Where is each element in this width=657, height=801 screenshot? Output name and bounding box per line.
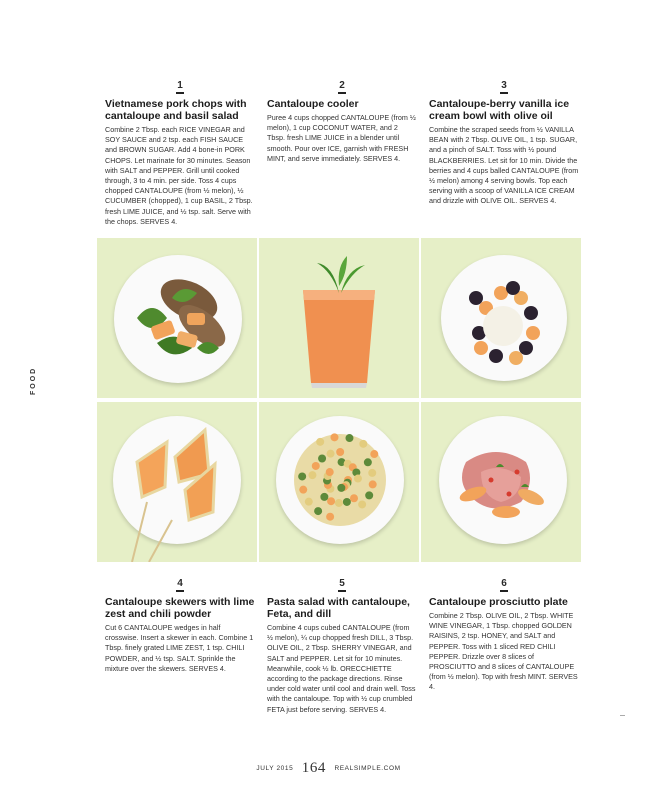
recipe-number: 5 xyxy=(339,578,345,589)
number-underline xyxy=(176,590,184,592)
number-underline xyxy=(500,92,508,94)
berry-bowl-illustration xyxy=(421,238,581,398)
pasta-illustration xyxy=(259,402,419,562)
number-underline xyxy=(176,92,184,94)
recipe-body: Combine 2 Tbsp. each RICE VINEGAR and SOY SAUCE and 2 tsp. each FISH SAUCE and BROWN SUGAR. Add 4 bone-in PORK CHOPS. Let marinate for 30 minutes. Season with SALT and PEPPER. Grill until cooked through, 3 to 4 min. per side. Toss 4 cups chopped CANTALOUPE (from ½ melon), ½ CUCUMBER (chopped), 1 cup BASIL, 2 Tbsp. fresh LIME JUICE, and ½ tsp. salt. Serve with the chops. SERVES 4. xyxy=(105,125,253,226)
photo-pork-chops xyxy=(97,238,257,398)
recipe-title: Vietnamese pork chops with cantaloupe and basil salad xyxy=(105,98,247,122)
recipe-title: Cantaloupe cooler xyxy=(267,98,359,110)
recipe-3 xyxy=(429,80,579,207)
recipe-number: 1 xyxy=(177,80,183,91)
cooler-illustration xyxy=(259,238,419,398)
recipe-4 xyxy=(105,578,255,674)
prosciutto-illustration xyxy=(421,402,581,562)
number-underline xyxy=(338,92,346,94)
skewers-illustration xyxy=(97,402,257,562)
recipe-1 xyxy=(105,80,255,227)
recipe-2 xyxy=(267,80,417,164)
recipe-body: Combine the scraped seeds from ½ VANILLA BEAN with 2 Tbsp. OLIVE OIL, 1 tsp. SUGAR, and a pinch of SALT. Toss with ½ pound BLACKBERRIES. Let sit for 10 min. Divide the berries and 4 cups balled CANTALOUPE (from ½ melon) among 4 serving bowls. Top each serving with a scoop of VANILLA ICE CREAM and drizzle with OLIVE OIL. SERVES 4. xyxy=(429,125,579,206)
recipe-title: Pasta salad with cantaloupe, Feta, and dill xyxy=(267,596,410,620)
section-label: FOOD xyxy=(30,366,37,395)
recipe-number: 3 xyxy=(501,80,507,91)
recipe-5 xyxy=(267,578,417,715)
recipe-body: Puree 4 cups chopped CANTALOUPE (from ½ melon), 1 cup COCONUT WATER, and 2 Tbsp. fresh LIME JUICE in a blender until smooth. Pour over ICE, garnish with FRESH MINT, and serve immediately. SERVES 4. xyxy=(267,113,416,163)
recipe-title: Cantaloupe-berry vanilla ice cream bowl with olive oil xyxy=(429,98,570,122)
recipe-number: 2 xyxy=(339,80,345,91)
photo-grid xyxy=(97,238,581,562)
recipe-number: 6 xyxy=(501,578,507,589)
recipe-body: Combine 4 cups cubed CANTALOUPE (from ½ melon), ¼ cup chopped fresh DILL, 3 Tbsp. OLIVE OIL, 2 Tbsp. SHERRY VINEGAR, and SALT and PEPPER. Let sit for 10 minutes. Meanwhile, cook ½ lb. ORECCHIETTE according to the package directions. Rinse under cold water until cool and drain well. Toss with the cantaloupe. Top with ½ cup crumbled FETA just before serving. SERVES 4. xyxy=(267,623,416,714)
page-number: 164 xyxy=(301,760,327,776)
number-underline xyxy=(338,590,346,592)
recipe-body: Cut 6 CANTALOUPE wedges in half crosswise. Insert a skewer in each. Combine 1 Tbsp. finely grated LIME ZEST, 1 tsp. CHILI POWDER, and ½ tsp. SALT. Sprinkle the mixture over the skewers. SERVES 4. xyxy=(105,623,254,673)
recipe-body: Combine 2 Tbsp. OLIVE OIL, 2 Tbsp. WHITE WINE VINEGAR, 1 Tbsp. chopped GOLDEN RAISINS, 2 tsp. HONEY, and SALT and PEPPER. Toss with 1 sliced RED CHILI PEPPER. Drizzle over 8 slices of PROSCIUTTO and 8 slices of CANTALOUPE (from ½ melon). Top with fresh MINT. SERVES 4. xyxy=(429,611,578,692)
issue-date: JULY 2015 xyxy=(256,765,294,773)
photo-prosciutto-plate xyxy=(421,402,581,562)
photo-pasta-salad xyxy=(259,402,419,562)
recipe-number: 4 xyxy=(177,578,183,589)
photo-berry-bowl xyxy=(421,238,581,398)
photo-cantaloupe-cooler xyxy=(259,238,419,398)
number-underline xyxy=(500,590,508,592)
pork-salad-illustration xyxy=(97,238,257,398)
recipe-6 xyxy=(429,578,579,693)
corner-mark xyxy=(620,715,625,716)
recipe-title: Cantaloupe prosciutto plate xyxy=(429,596,568,608)
page-footer xyxy=(0,760,657,777)
website: REALSIMPLE.COM xyxy=(334,765,401,773)
recipe-title: Cantaloupe skewers with lime zest and chili powder xyxy=(105,596,255,620)
photo-cantaloupe-skewers xyxy=(97,402,257,562)
